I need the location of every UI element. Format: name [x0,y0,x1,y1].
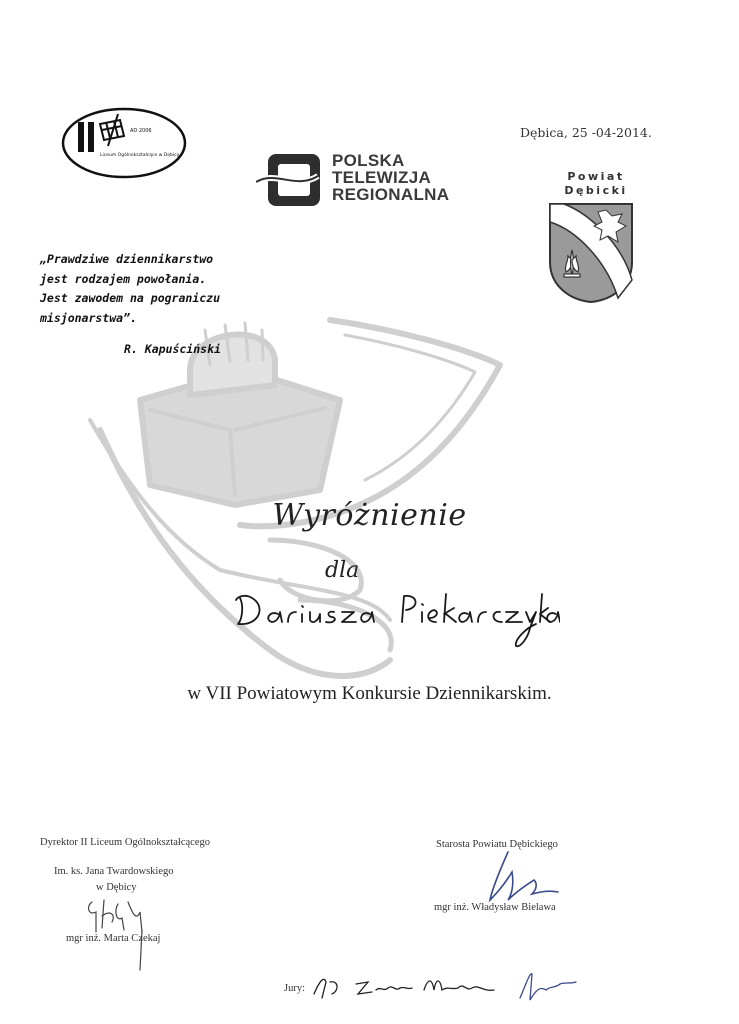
quote-line: jest rodzajem powołania. [40,271,207,286]
contest-line: w VII Powiatowym Konkursie Dziennikarskim. [187,683,552,704]
quote-author: R. Kapuściński [124,342,221,356]
county-logo-line1: Powiat [567,170,625,183]
signature-left [82,892,152,972]
county-logo-line2: Dębicki [564,184,628,197]
signatory-left-school: Im. ks. Jana Twardowskiego [54,866,174,877]
county-logo-text [556,170,636,198]
tv-logo-line1: POLSKA [332,151,405,170]
quote-line: Jest zawodem na pograniczu [40,291,221,305]
county-crest-icon [546,200,636,304]
school-logo [60,106,188,180]
signatory-right-title: Starosta Powiatu Dębickiego [436,839,558,850]
signatory-left-city: w Dębicy [96,882,137,893]
signatory-right-name: mgr inż. Władysław Bielawa [434,902,556,913]
signatory-left-name: mgr inż. Marta Czekaj [66,933,161,944]
award-title: Wyróżnienie [272,498,467,533]
award-for: dla [325,558,360,583]
signatory-left-title: Dyrektor II Liceum Ogólnokształcącego [40,837,210,848]
recipient-handwritten-name [230,584,560,654]
quote [40,250,240,328]
quote-line: „Prawdziwe dziennikarstwo [40,252,214,266]
tv-logo-text [332,152,449,203]
school-logo-year: AD 2006 [130,128,152,134]
tv-logo-line3: REGIONALNA [332,185,450,204]
school-logo-text: Liceum Ogólnokształcące w Dębicy [100,153,180,158]
signature-right [478,850,568,910]
jury-signatures [300,960,600,1010]
tv-logo-line2: TELEWIZJA [332,168,432,187]
date: Dębica, 25 -04-2014. [520,125,652,140]
quote-line: misjonarstwa”. [40,310,137,325]
jury-label: Jury: [284,983,305,994]
